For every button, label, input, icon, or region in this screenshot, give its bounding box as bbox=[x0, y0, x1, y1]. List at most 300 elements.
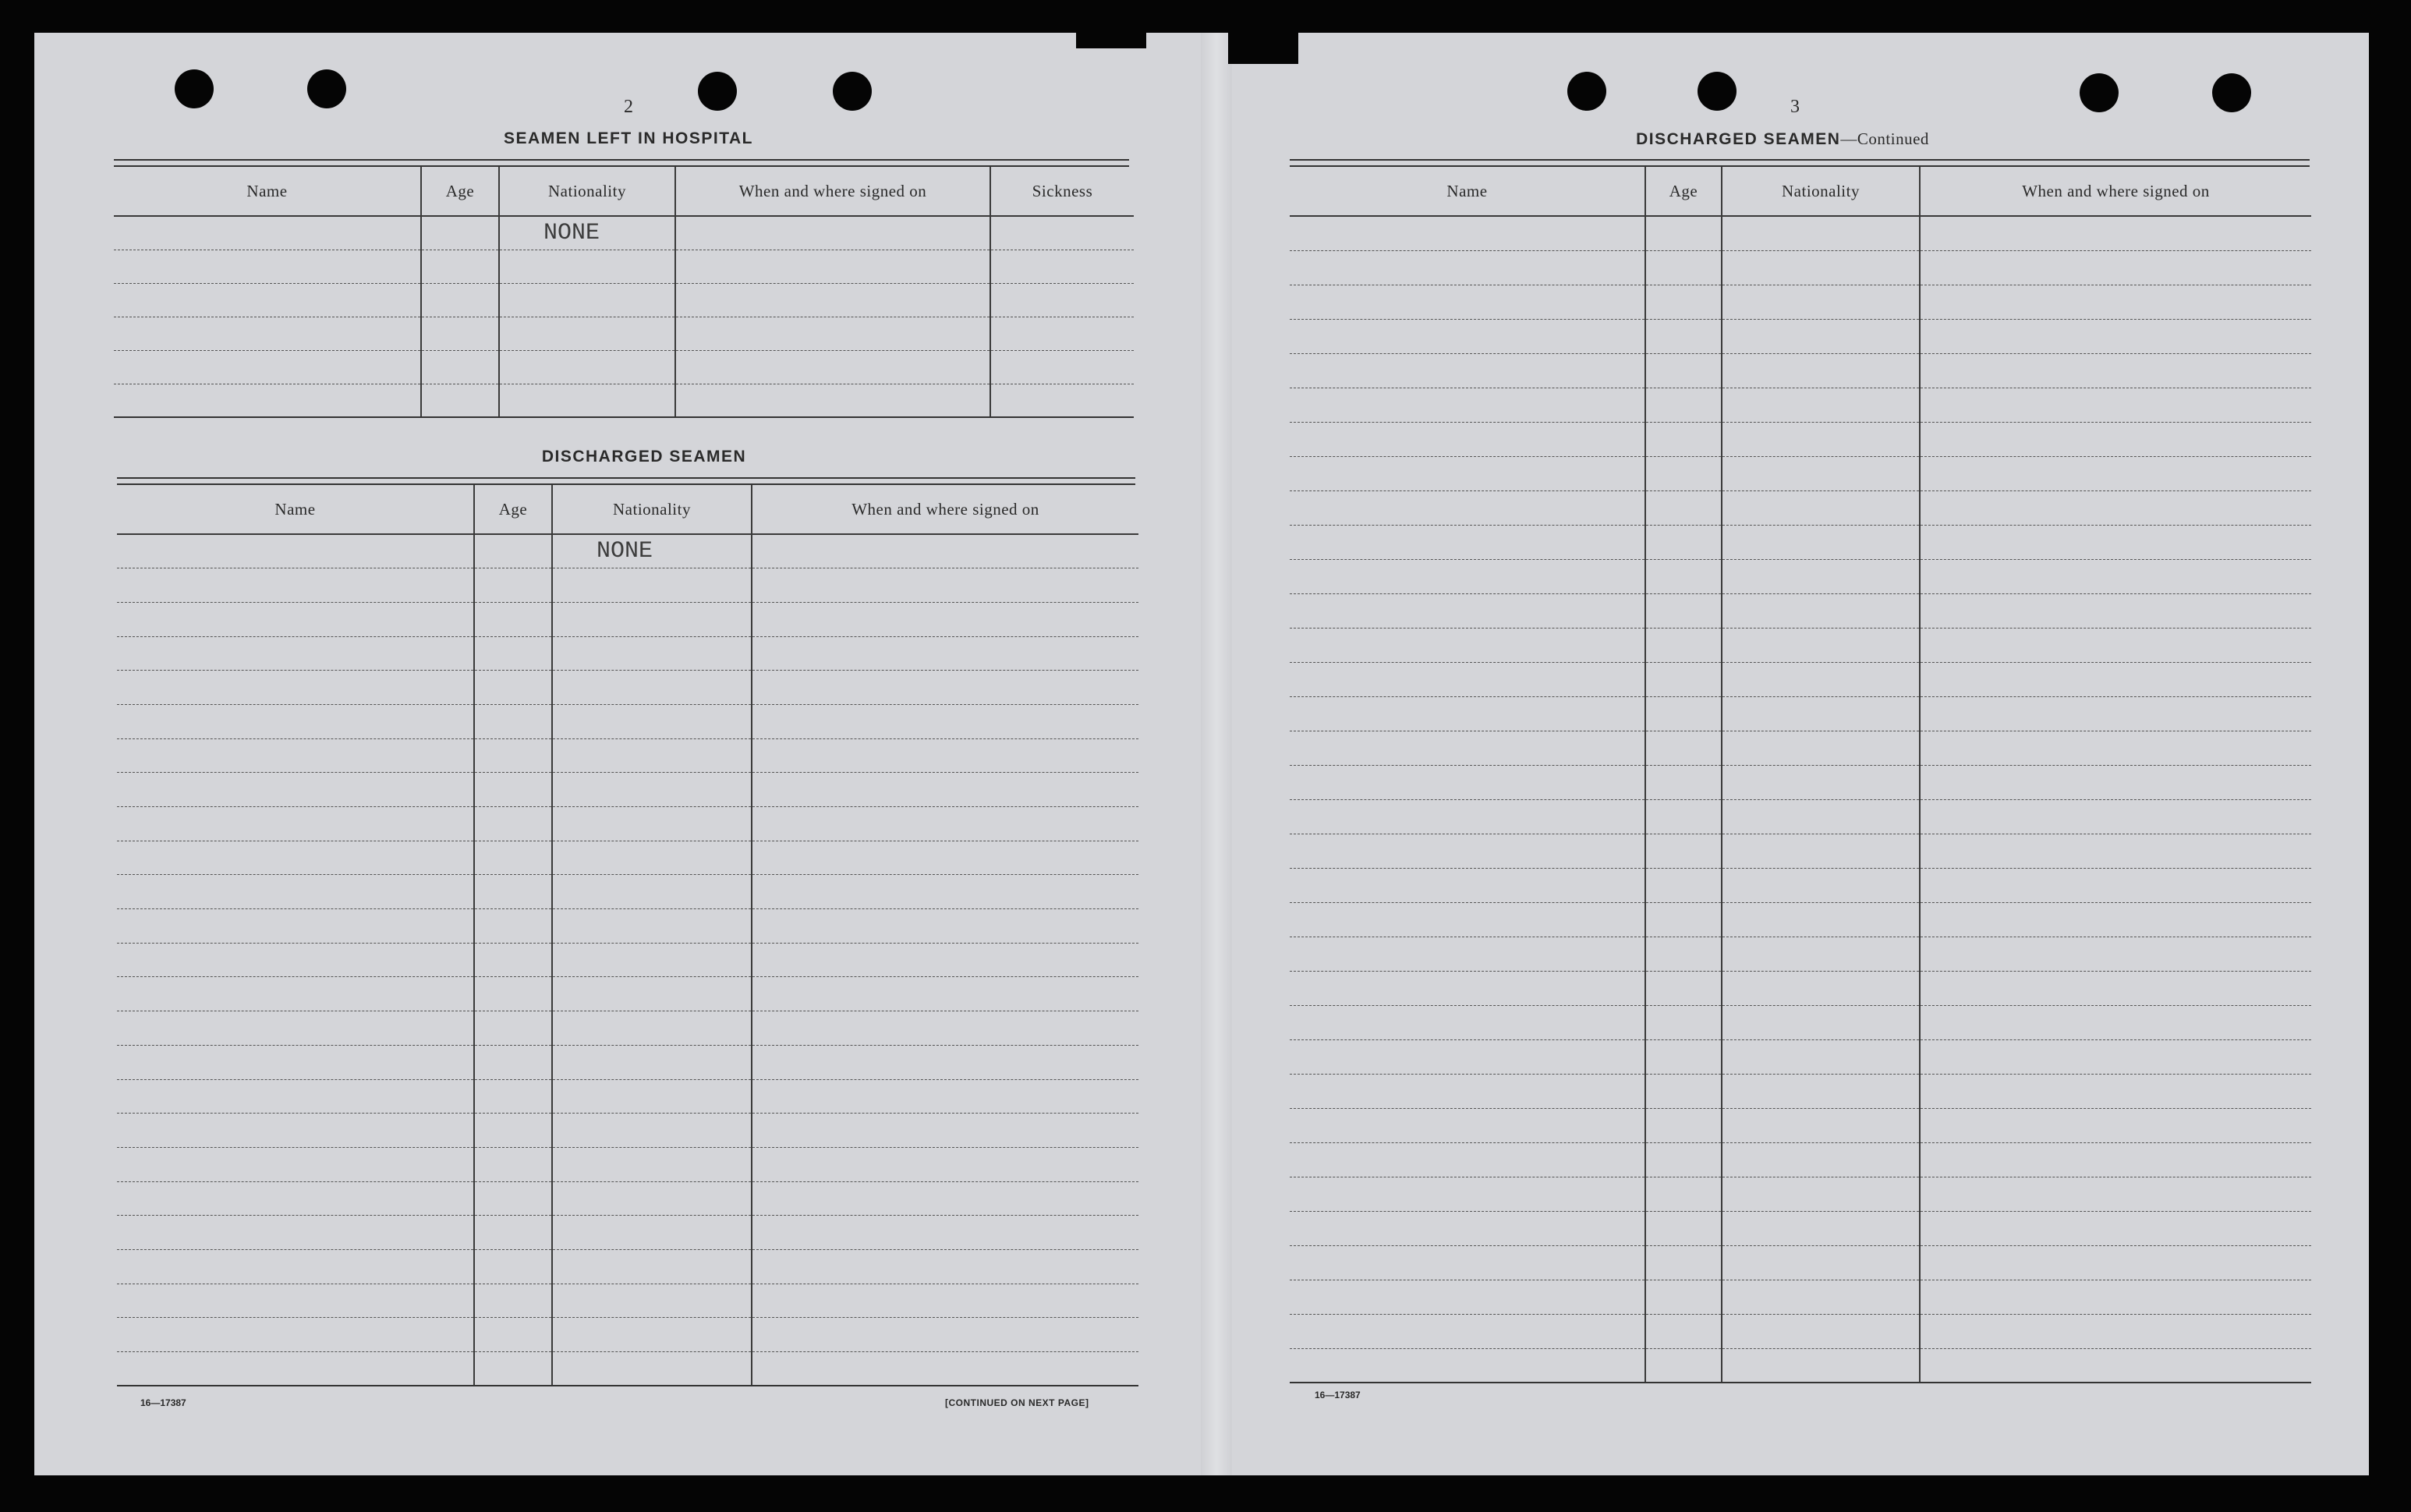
table-cell bbox=[117, 671, 474, 705]
table-cell bbox=[1920, 731, 2311, 765]
table-row bbox=[1290, 1074, 2311, 1108]
form-code-right: 16—17387 bbox=[1315, 1390, 1361, 1400]
table-cell bbox=[1722, 525, 1920, 559]
table-cell bbox=[1645, 1005, 1722, 1039]
table-row bbox=[117, 943, 1138, 977]
table-row bbox=[1290, 388, 2311, 422]
table-cell bbox=[1290, 1245, 1645, 1280]
table-cell bbox=[990, 250, 1134, 283]
table-cell bbox=[1290, 696, 1645, 731]
table-row bbox=[117, 909, 1138, 944]
table-cell bbox=[1920, 1039, 2311, 1074]
table-row bbox=[1290, 1005, 2311, 1039]
table-cell bbox=[474, 1011, 552, 1046]
typed-entry: NONE bbox=[543, 219, 600, 246]
table-cell bbox=[990, 384, 1134, 417]
table-cell bbox=[1722, 353, 1920, 388]
table-cell bbox=[990, 283, 1134, 317]
table-cell bbox=[752, 671, 1138, 705]
table-cell bbox=[1920, 1074, 2311, 1108]
table-row bbox=[1290, 628, 2311, 662]
table-cell bbox=[1722, 216, 1920, 250]
table-row bbox=[114, 350, 1134, 384]
punch-hole bbox=[175, 69, 214, 108]
discharged-table-right-body bbox=[1290, 216, 2311, 1383]
table-cell bbox=[752, 1147, 1138, 1181]
table-cell bbox=[752, 1284, 1138, 1318]
punch-hole bbox=[1698, 72, 1737, 111]
table-cell bbox=[117, 1284, 474, 1318]
table-row bbox=[117, 773, 1138, 807]
table-cell bbox=[552, 1045, 752, 1079]
table-cell bbox=[421, 250, 499, 283]
punch-hole bbox=[833, 72, 872, 111]
table-cell bbox=[1290, 834, 1645, 868]
table-cell bbox=[552, 977, 752, 1011]
table-cell bbox=[552, 875, 752, 909]
table-cell bbox=[552, 1318, 752, 1352]
table-row bbox=[114, 216, 1134, 250]
table-cell bbox=[1290, 1314, 1645, 1348]
table-row bbox=[1290, 1348, 2311, 1383]
table-row bbox=[1290, 422, 2311, 456]
table-row bbox=[1290, 799, 2311, 834]
table-cell bbox=[1722, 1348, 1920, 1383]
table-row bbox=[117, 636, 1138, 671]
torn-edge bbox=[1076, 25, 1146, 48]
table-row bbox=[117, 807, 1138, 841]
table-cell bbox=[1645, 765, 1722, 799]
table-cell bbox=[1645, 422, 1722, 456]
column-header-when-where: When and where signed on bbox=[675, 167, 990, 216]
column-header-name: Name bbox=[114, 167, 421, 216]
table-cell bbox=[499, 283, 675, 317]
table-row bbox=[117, 1045, 1138, 1079]
table-cell bbox=[552, 738, 752, 773]
table-cell bbox=[552, 1114, 752, 1148]
continued-note: [CONTINUED ON NEXT PAGE] bbox=[945, 1397, 1089, 1408]
table-cell bbox=[421, 216, 499, 250]
table-row bbox=[1290, 1108, 2311, 1142]
table-cell bbox=[117, 1352, 474, 1386]
table-cell bbox=[1645, 1211, 1722, 1245]
table-row bbox=[117, 1011, 1138, 1046]
table-cell bbox=[1722, 868, 1920, 902]
table-cell bbox=[117, 636, 474, 671]
table-row bbox=[117, 1216, 1138, 1250]
column-header-name: Name bbox=[1290, 167, 1645, 216]
table-cell bbox=[1920, 868, 2311, 902]
column-header-nationality: Nationality bbox=[1722, 167, 1920, 216]
column-header-age: Age bbox=[421, 167, 499, 216]
double-rule bbox=[114, 159, 1129, 167]
discharged-table-left bbox=[117, 485, 1138, 1386]
table-row bbox=[1290, 1245, 2311, 1280]
column-header-nationality: Nationality bbox=[499, 167, 675, 216]
table-row bbox=[1290, 525, 2311, 559]
table-cell bbox=[1645, 285, 1722, 319]
table-cell bbox=[1290, 1348, 1645, 1383]
table-cell bbox=[552, 841, 752, 875]
table-cell bbox=[552, 943, 752, 977]
table-row bbox=[1290, 1211, 2311, 1245]
table-cell bbox=[117, 841, 474, 875]
table-cell bbox=[1722, 731, 1920, 765]
table-cell bbox=[474, 875, 552, 909]
table-cell bbox=[1722, 628, 1920, 662]
table-row bbox=[1290, 319, 2311, 353]
table-cell bbox=[752, 636, 1138, 671]
table-cell bbox=[752, 841, 1138, 875]
table-row bbox=[117, 568, 1138, 603]
table-cell bbox=[1920, 1211, 2311, 1245]
table-cell bbox=[499, 384, 675, 417]
table-row bbox=[1290, 353, 2311, 388]
table-cell bbox=[1290, 593, 1645, 628]
table-cell bbox=[114, 384, 421, 417]
discharged-section-title-left: DISCHARGED SEAMEN bbox=[541, 448, 747, 466]
table-cell bbox=[1290, 456, 1645, 490]
table-cell bbox=[1722, 250, 1920, 285]
table-cell bbox=[1722, 1177, 1920, 1211]
table-row bbox=[1290, 559, 2311, 593]
table-row bbox=[1290, 593, 2311, 628]
table-cell bbox=[474, 738, 552, 773]
table-cell bbox=[117, 1079, 474, 1114]
table-cell bbox=[1290, 1280, 1645, 1314]
table-cell bbox=[421, 317, 499, 350]
table-cell bbox=[474, 1249, 552, 1284]
table-cell bbox=[421, 350, 499, 384]
table-cell bbox=[499, 317, 675, 350]
table-cell bbox=[1722, 1039, 1920, 1074]
table-cell bbox=[752, 568, 1138, 603]
table-cell bbox=[552, 1079, 752, 1114]
table-cell bbox=[675, 317, 990, 350]
table-cell bbox=[1920, 525, 2311, 559]
table-cell bbox=[675, 216, 990, 250]
table-cell bbox=[1290, 902, 1645, 937]
table-cell bbox=[1645, 593, 1722, 628]
table-cell bbox=[552, 1216, 752, 1250]
table-cell bbox=[1645, 1074, 1722, 1108]
table-cell bbox=[1645, 216, 1722, 250]
table-cell bbox=[1920, 662, 2311, 696]
table-cell bbox=[552, 704, 752, 738]
table-cell bbox=[1920, 1177, 2311, 1211]
table-cell bbox=[1920, 593, 2311, 628]
table-cell bbox=[474, 1352, 552, 1386]
table-cell bbox=[1722, 971, 1920, 1005]
table-cell bbox=[1290, 1211, 1645, 1245]
table-cell bbox=[1920, 765, 2311, 799]
table-cell bbox=[990, 350, 1134, 384]
table-cell bbox=[117, 1249, 474, 1284]
table-cell bbox=[117, 807, 474, 841]
table-cell bbox=[990, 317, 1134, 350]
page-number-right: 3 bbox=[1790, 97, 1800, 117]
table-cell bbox=[752, 1352, 1138, 1386]
table-cell bbox=[1290, 525, 1645, 559]
table-cell bbox=[1920, 1142, 2311, 1177]
table-cell bbox=[752, 1216, 1138, 1250]
punch-hole bbox=[307, 69, 346, 108]
table-cell bbox=[675, 283, 990, 317]
table-cell bbox=[552, 773, 752, 807]
discharged-table-header bbox=[1290, 167, 2311, 216]
table-cell bbox=[474, 1114, 552, 1148]
table-cell bbox=[1722, 765, 1920, 799]
table-cell bbox=[117, 1114, 474, 1148]
table-cell bbox=[1645, 937, 1722, 971]
table-cell bbox=[752, 738, 1138, 773]
table-cell bbox=[474, 1216, 552, 1250]
discharged-table-right bbox=[1290, 167, 2311, 1383]
table-cell bbox=[117, 738, 474, 773]
table-cell bbox=[752, 807, 1138, 841]
table-cell bbox=[117, 1045, 474, 1079]
table-cell bbox=[474, 1284, 552, 1318]
table-cell bbox=[1290, 285, 1645, 319]
table-row bbox=[117, 704, 1138, 738]
table-cell bbox=[1645, 731, 1722, 765]
table-cell bbox=[1645, 1348, 1722, 1383]
table-cell bbox=[1645, 1108, 1722, 1142]
table-cell bbox=[752, 1114, 1138, 1148]
table-cell bbox=[1920, 559, 2311, 593]
table-cell bbox=[1645, 662, 1722, 696]
table-cell bbox=[1722, 422, 1920, 456]
table-cell bbox=[1920, 1005, 2311, 1039]
table-cell bbox=[474, 1045, 552, 1079]
table-row bbox=[117, 1079, 1138, 1114]
table-cell bbox=[1645, 696, 1722, 731]
typed-entry: NONE bbox=[597, 538, 653, 565]
table-cell bbox=[474, 636, 552, 671]
table-cell bbox=[117, 1318, 474, 1352]
table-cell bbox=[1290, 662, 1645, 696]
table-cell bbox=[1920, 250, 2311, 285]
table-row bbox=[117, 1284, 1138, 1318]
table-cell bbox=[114, 317, 421, 350]
discharged-section-title-right bbox=[1291, 129, 2274, 149]
table-cell bbox=[1290, 1005, 1645, 1039]
table-cell bbox=[752, 1079, 1138, 1114]
table-row bbox=[1290, 1177, 2311, 1211]
table-cell bbox=[1645, 388, 1722, 422]
table-row bbox=[117, 841, 1138, 875]
table-cell bbox=[474, 909, 552, 944]
table-cell bbox=[474, 1318, 552, 1352]
title-main: DISCHARGED SEAMEN bbox=[1636, 130, 1841, 148]
punch-hole bbox=[1567, 72, 1606, 111]
table-row bbox=[117, 1352, 1138, 1386]
table-cell bbox=[1645, 834, 1722, 868]
column-header-age: Age bbox=[474, 485, 552, 534]
column-header-name: Name bbox=[117, 485, 474, 534]
table-cell bbox=[117, 534, 474, 568]
table-row bbox=[117, 875, 1138, 909]
table-cell bbox=[114, 250, 421, 283]
table-cell bbox=[1290, 765, 1645, 799]
table-cell bbox=[499, 250, 675, 283]
table-cell bbox=[1645, 525, 1722, 559]
table-cell bbox=[117, 568, 474, 603]
table-cell bbox=[1645, 490, 1722, 525]
table-cell bbox=[474, 671, 552, 705]
discharged-table-header bbox=[117, 485, 1138, 534]
table-cell bbox=[1920, 902, 2311, 937]
table-row bbox=[117, 738, 1138, 773]
table-cell bbox=[421, 283, 499, 317]
table-cell bbox=[1645, 1039, 1722, 1074]
table-row bbox=[1290, 902, 2311, 937]
table-cell bbox=[1920, 216, 2311, 250]
table-cell bbox=[552, 1181, 752, 1216]
page-number-left: 2 bbox=[624, 97, 633, 117]
table-row bbox=[1290, 1314, 2311, 1348]
table-cell bbox=[474, 977, 552, 1011]
table-cell bbox=[474, 568, 552, 603]
table-row bbox=[1290, 662, 2311, 696]
table-row bbox=[114, 250, 1134, 283]
table-row bbox=[114, 384, 1134, 417]
table-cell bbox=[1722, 902, 1920, 937]
table-row bbox=[1290, 250, 2311, 285]
table-cell bbox=[1645, 250, 1722, 285]
form-code-left: 16—17387 bbox=[140, 1397, 186, 1408]
table-cell bbox=[552, 1352, 752, 1386]
page-gutter bbox=[1201, 33, 1232, 1475]
discharged-table-left-body bbox=[117, 534, 1138, 1386]
table-cell bbox=[1920, 319, 2311, 353]
table-row bbox=[117, 1114, 1138, 1148]
table-cell bbox=[117, 1181, 474, 1216]
table-cell bbox=[474, 773, 552, 807]
table-cell bbox=[752, 1318, 1138, 1352]
table-cell bbox=[499, 350, 675, 384]
table-cell bbox=[552, 1284, 752, 1318]
table-cell bbox=[1290, 628, 1645, 662]
table-cell bbox=[1645, 1245, 1722, 1280]
table-cell bbox=[474, 602, 552, 636]
table-cell bbox=[1920, 628, 2311, 662]
table-cell bbox=[1722, 834, 1920, 868]
table-cell bbox=[1645, 456, 1722, 490]
table-cell bbox=[117, 1147, 474, 1181]
table-cell bbox=[1722, 1314, 1920, 1348]
table-cell bbox=[1290, 1108, 1645, 1142]
column-header-sickness: Sickness bbox=[990, 167, 1134, 216]
table-cell bbox=[552, 807, 752, 841]
table-cell bbox=[1920, 1108, 2311, 1142]
table-cell bbox=[114, 283, 421, 317]
punch-hole bbox=[2080, 73, 2119, 112]
table-cell bbox=[752, 943, 1138, 977]
table-row bbox=[1290, 765, 2311, 799]
table-cell bbox=[1722, 1074, 1920, 1108]
table-cell bbox=[1290, 731, 1645, 765]
table-cell bbox=[1722, 285, 1920, 319]
table-cell bbox=[1920, 696, 2311, 731]
table-cell bbox=[117, 909, 474, 944]
table-cell bbox=[752, 977, 1138, 1011]
table-row bbox=[1290, 285, 2311, 319]
table-cell bbox=[1920, 285, 2311, 319]
table-cell bbox=[1722, 696, 1920, 731]
table-cell bbox=[1290, 490, 1645, 525]
table-cell bbox=[1290, 353, 1645, 388]
table-cell bbox=[1290, 559, 1645, 593]
table-cell bbox=[990, 216, 1134, 250]
table-row bbox=[1290, 1142, 2311, 1177]
table-cell bbox=[1920, 834, 2311, 868]
table-cell bbox=[474, 534, 552, 568]
table-cell bbox=[1920, 1245, 2311, 1280]
table-cell bbox=[1920, 422, 2311, 456]
table-cell bbox=[1920, 937, 2311, 971]
table-cell bbox=[1722, 1280, 1920, 1314]
table-cell bbox=[552, 602, 752, 636]
table-cell bbox=[1722, 456, 1920, 490]
table-row bbox=[117, 534, 1138, 568]
table-cell bbox=[752, 909, 1138, 944]
table-cell bbox=[552, 1249, 752, 1284]
table-cell bbox=[1722, 593, 1920, 628]
table-cell bbox=[752, 875, 1138, 909]
table-cell bbox=[1920, 456, 2311, 490]
table-row bbox=[117, 1318, 1138, 1352]
table-cell bbox=[1722, 1005, 1920, 1039]
table-cell bbox=[752, 704, 1138, 738]
table-row bbox=[1290, 1039, 2311, 1074]
table-cell bbox=[552, 671, 752, 705]
table-cell bbox=[1290, 319, 1645, 353]
hospital-table bbox=[114, 167, 1134, 418]
table-cell bbox=[1645, 902, 1722, 937]
table-cell bbox=[1920, 388, 2311, 422]
table-cell bbox=[675, 384, 990, 417]
table-cell bbox=[1722, 1211, 1920, 1245]
table-cell bbox=[1645, 1280, 1722, 1314]
table-cell bbox=[1645, 559, 1722, 593]
table-row bbox=[1290, 971, 2311, 1005]
table-row bbox=[1290, 696, 2311, 731]
table-cell bbox=[117, 943, 474, 977]
table-cell bbox=[1645, 1177, 1722, 1211]
table-cell bbox=[1290, 388, 1645, 422]
table-cell bbox=[1722, 388, 1920, 422]
table-cell bbox=[752, 1249, 1138, 1284]
punch-hole bbox=[2212, 73, 2251, 112]
table-cell bbox=[1290, 1142, 1645, 1177]
table-cell bbox=[1645, 628, 1722, 662]
column-header-when-where: When and where signed on bbox=[752, 485, 1138, 534]
table-row bbox=[1290, 937, 2311, 971]
table-cell bbox=[1920, 971, 2311, 1005]
column-header-age: Age bbox=[1645, 167, 1722, 216]
table-cell bbox=[421, 384, 499, 417]
table-cell bbox=[117, 977, 474, 1011]
table-cell bbox=[552, 534, 752, 568]
table-row bbox=[1290, 456, 2311, 490]
table-cell bbox=[1290, 868, 1645, 902]
table-cell bbox=[499, 216, 675, 250]
table-cell bbox=[675, 250, 990, 283]
table-cell bbox=[752, 1181, 1138, 1216]
table-cell bbox=[1645, 868, 1722, 902]
table-cell bbox=[675, 350, 990, 384]
